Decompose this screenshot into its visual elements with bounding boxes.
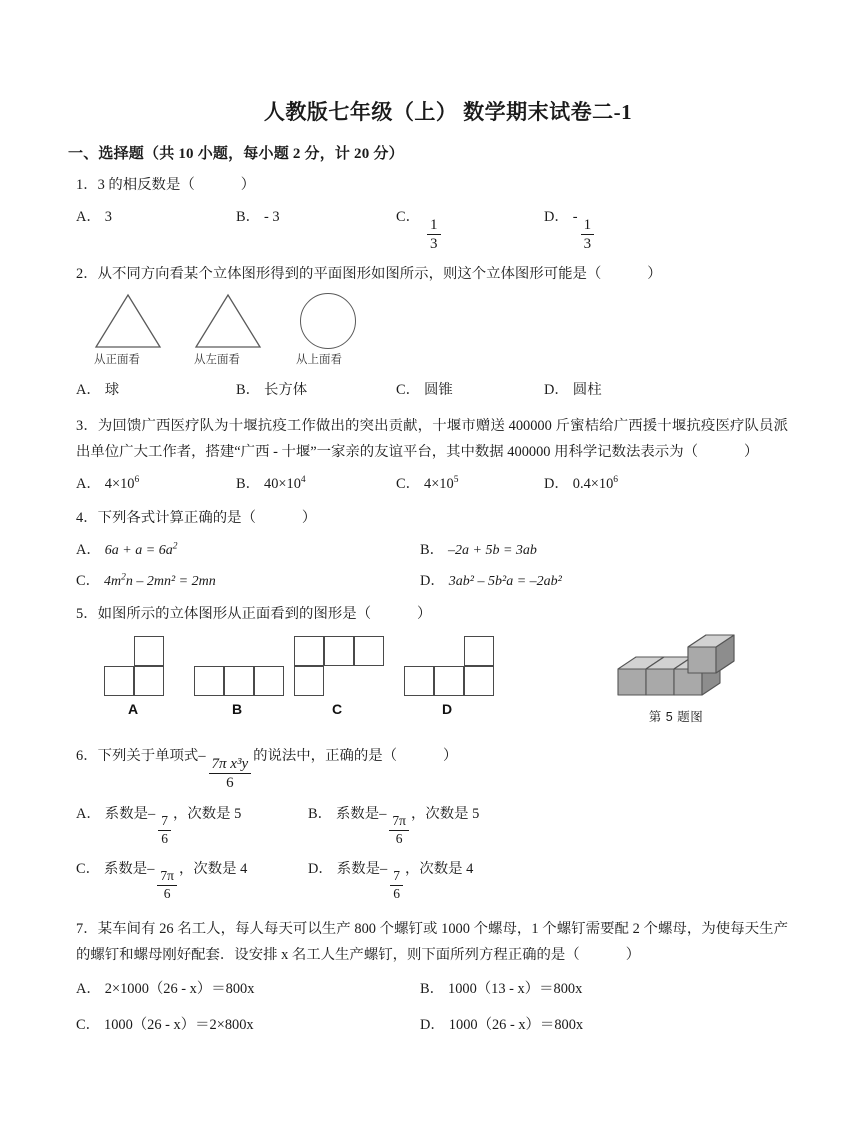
option-7-b-text: 1000（13 ‐ x）＝800x [448, 980, 583, 997]
option-6-b-numerator: 7π [389, 814, 409, 831]
cube-stack-icon [610, 629, 742, 705]
option-3-d-base: 0.4×10 [572, 475, 614, 492]
net-shape-a-label: A [128, 700, 139, 717]
option-3-c-exponent: 5 [453, 474, 459, 485]
option-2-d-label: D． [544, 381, 569, 398]
question-1-stem [76, 172, 804, 198]
question-1-stem-text: 1．3 的相反数是（ [76, 177, 195, 193]
option-6-c-denominator: 6 [163, 886, 171, 902]
option-6-d-fraction [390, 869, 403, 901]
option-1-c[interactable] [396, 204, 544, 253]
option-3-b-exponent: 4 [300, 474, 306, 485]
option-6-c-numerator: 7π [157, 869, 177, 886]
question-2-figures [94, 293, 804, 375]
option-1-d-denominator: 3 [583, 236, 592, 253]
option-6-b-label: B． [308, 806, 332, 823]
option-6-a-sign: – [147, 806, 156, 823]
option-2-c-text: 圆锥 [424, 381, 453, 398]
question-3 [62, 413, 804, 497]
question-5-stem [76, 601, 804, 627]
question-1-options [76, 204, 804, 253]
option-6-a-fraction [158, 814, 171, 846]
option-7-b-label: B． [420, 980, 444, 997]
option-2-c-label: C． [396, 381, 420, 398]
option-6-a-post: ，次数是 5 [172, 806, 242, 823]
question-2-stem-close: ） [647, 265, 662, 282]
option-6-c-fraction [157, 869, 177, 901]
net-shape-a [104, 635, 166, 717]
option-4-c[interactable] [76, 568, 420, 595]
option-4-a[interactable] [76, 537, 420, 564]
question-4-options [76, 537, 804, 595]
option-1-c-fraction [427, 217, 441, 252]
question-3-stem-text: 3．为回馈广西医疗队为十堰抗疫工作做出的突出贡献，十堰市赠送 400000 斤蜜桔给广西援十堰抗疫医疗队员派出单位广大工作者，搭建“广西 ‐ 十堰”一家亲的友谊平台，其中数据 400000 用科学记数法表示为（ [76, 417, 788, 460]
option-6-a[interactable] [76, 801, 308, 846]
left-view-caption: 从左面看 [194, 353, 240, 366]
option-4-c-expr-exp: 2 [121, 571, 126, 582]
option-1-b[interactable] [236, 204, 396, 230]
option-2-b-text: 长方体 [264, 381, 308, 398]
option-6-b-sign: – [379, 806, 387, 823]
option-1-d-fraction [581, 217, 595, 252]
option-4-d-label: D． [420, 572, 445, 589]
option-6-b-denominator: 6 [395, 830, 403, 846]
question-7 [62, 916, 804, 1038]
question-4-stem-text: 4．下列各式计算正确的是（ [76, 509, 256, 526]
question-4-stem [76, 505, 804, 531]
question-5-stem-close: ） [417, 605, 432, 622]
option-7-c-label: C． [76, 1016, 100, 1033]
option-1-c-label: C． [396, 209, 420, 225]
option-7-b[interactable] [420, 976, 764, 1002]
question-6-monomial-denominator: 6 [226, 775, 234, 792]
option-7-d[interactable] [420, 1012, 764, 1038]
question-7-stem-close: ） [625, 946, 641, 963]
option-4-a-expr-exp: 2 [172, 540, 178, 551]
option-2-d[interactable] [544, 377, 704, 403]
option-6-a-pre: 系数是 [104, 806, 148, 823]
option-7-c[interactable] [76, 1012, 420, 1038]
option-2-a[interactable] [76, 377, 236, 403]
option-4-c-expr-pre: 4m [104, 573, 122, 589]
top-view-caption: 从上面看 [296, 353, 342, 366]
question-6-monomial-sign: – [198, 747, 206, 764]
option-3-b[interactable] [236, 471, 396, 497]
question-1 [62, 172, 804, 253]
option-6-b-fraction [389, 814, 409, 846]
option-3-a-exponent: 6 [134, 474, 140, 485]
net-shape-c [294, 635, 386, 717]
option-1-a[interactable] [76, 204, 236, 230]
option-6-b-post: ，次数是 5 [410, 806, 480, 823]
question-2-stem [76, 261, 788, 287]
top-view-figure [296, 293, 356, 367]
question-6-monomial [209, 756, 252, 791]
page-title: 人教版七年级（上） 数学期末试卷二-1 [263, 100, 633, 124]
left-view-figure [194, 293, 262, 367]
option-4-d[interactable] [420, 568, 764, 595]
question-4-stem-close: ） [301, 509, 317, 526]
net-shape-b [194, 635, 286, 717]
option-2-b-label: B． [236, 381, 260, 398]
question-4 [62, 505, 804, 595]
option-7-d-text: 1000（26 ‐ x）＝800x [448, 1016, 584, 1033]
option-4-c-expr [104, 571, 216, 589]
option-1-d-label: D． [544, 209, 569, 225]
option-3-c-label: C． [396, 475, 420, 492]
circle-top-icon [300, 293, 356, 349]
triangle-left-icon [194, 293, 262, 349]
question-3-stem-close: ） [743, 443, 759, 460]
option-6-d-post: ，次数是 4 [404, 861, 474, 878]
option-7-a-label: A． [76, 980, 101, 997]
question-2 [62, 261, 804, 403]
option-2-a-label: A． [76, 381, 101, 398]
question-7-stem-text: 7．某车间有 26 名工人，每人每天可以生产 800 个螺钉或 1000 个螺母，1 个螺钉需要配 2 个螺母，为使每天生产的螺钉和螺母刚好配套．设安排 x 名工人生产螺钉，则下面所列方程正确的是（ [76, 920, 788, 963]
option-4-b-expr: –2a + 5b = 3ab [448, 542, 537, 558]
option-3-a-base: 4×10 [104, 475, 135, 492]
option-4-b-label: B． [420, 541, 444, 558]
option-7-d-label: D． [420, 1016, 445, 1033]
option-2-c[interactable] [396, 377, 544, 403]
question-6-options [76, 801, 804, 901]
triangle-front-icon [94, 293, 162, 349]
option-6-d-sign: – [379, 861, 388, 878]
option-3-a-label: A． [76, 475, 101, 492]
option-6-a-denominator: 6 [161, 830, 168, 846]
option-4-b[interactable] [420, 537, 764, 564]
question-6-stem [76, 743, 804, 792]
option-1-d[interactable] [544, 204, 704, 253]
option-6-d-numerator: 7 [390, 869, 403, 886]
option-1-c-numerator: 1 [427, 217, 441, 235]
question-5 [62, 601, 804, 731]
net-shape-b-label: B [232, 700, 243, 717]
option-1-b-text: ‐ 3 [264, 209, 280, 225]
option-3-a[interactable] [76, 471, 236, 497]
net-shape-d [404, 635, 496, 717]
option-6-c-pre: 系数是 [104, 861, 148, 878]
question-5-figures [76, 631, 804, 731]
front-view-caption: 从正面看 [94, 353, 140, 366]
option-3-d[interactable] [544, 471, 704, 497]
option-3-b-label: B． [236, 475, 260, 492]
option-4-d-expr: 3ab² – 5b²a = –2ab² [448, 573, 562, 589]
option-2-a-text: 球 [104, 381, 120, 398]
option-6-d[interactable] [308, 856, 608, 901]
option-1-d-sign: ‐ [572, 209, 578, 225]
option-4-a-expr [104, 540, 178, 558]
question-6-stem-post: 的说法中，正确的是（ [253, 747, 398, 764]
question-7-options [76, 976, 804, 1038]
option-6-d-pre: 系数是 [336, 861, 380, 878]
question-6 [62, 743, 804, 902]
option-4-c-label: C． [76, 572, 100, 589]
option-3-b-base: 40×10 [264, 475, 301, 492]
question-3-stem [76, 413, 788, 465]
question-5-cube-figure [596, 629, 756, 725]
option-6-c-post: ，次数是 4 [178, 861, 248, 878]
option-6-b-pre: 系数是 [336, 806, 380, 823]
option-4-a-label: A． [76, 541, 101, 558]
option-2-b[interactable] [236, 377, 396, 403]
option-4-a-expr-pre: 6a + a = 6a [104, 542, 173, 558]
question-6-stem-close: ） [443, 747, 458, 764]
option-6-c-sign: – [147, 861, 155, 878]
option-6-a-label: A． [76, 806, 101, 823]
question-6-stem-pre: 6．下列关于单项式 [76, 747, 199, 764]
option-1-c-denominator: 3 [430, 236, 438, 253]
option-1-d-numerator: 1 [581, 217, 595, 235]
option-1-a-label: A． [76, 209, 101, 225]
net-shape-c-label: C [332, 700, 343, 717]
option-4-c-expr-post: n – 2mn² = 2mn [125, 573, 216, 589]
option-6-b[interactable] [308, 801, 608, 846]
question-2-stem-text: 2．从不同方向看某个立体图形得到的平面图形如图所示，则这个立体图形可能是（ [76, 265, 602, 282]
option-7-c-text: 1000（26 ‐ x）＝2×800x [104, 1016, 254, 1033]
page-content [62, 96, 804, 1042]
option-6-d-label: D． [308, 861, 333, 878]
question-5-stem-text: 5．如图所示的立体图形从正面看到的图形是（ [76, 605, 372, 622]
question-7-stem [76, 916, 788, 968]
option-1-a-text: 3 [104, 209, 112, 225]
question-2-options [76, 377, 804, 403]
option-1-b-label: B． [236, 209, 260, 225]
section-heading: 一、选择题（共 10 小题，每小题 2 分，计 20 分） [68, 146, 404, 162]
option-7-a[interactable] [76, 976, 420, 1002]
option-3-d-label: D． [544, 475, 569, 492]
front-view-figure [94, 293, 162, 367]
option-6-c-label: C． [76, 861, 100, 878]
option-3-c[interactable] [396, 471, 544, 497]
option-6-c[interactable] [76, 856, 308, 901]
question-3-options [76, 471, 804, 497]
option-2-d-text: 圆柱 [572, 381, 602, 398]
option-3-c-base: 4×10 [424, 475, 454, 492]
question-6-monomial-numerator: 7π x³y [209, 756, 252, 774]
option-7-a-text: 2×1000（26 ‐ x）＝800x [104, 980, 255, 997]
cube-figure-caption: 第 5 题图 [648, 709, 704, 724]
question-1-stem-close: ） [240, 177, 256, 193]
option-3-d-exponent: 6 [613, 474, 619, 485]
option-6-d-denominator: 6 [393, 886, 400, 902]
net-shape-d-label: D [442, 700, 453, 717]
option-6-a-numerator: 7 [158, 814, 171, 831]
